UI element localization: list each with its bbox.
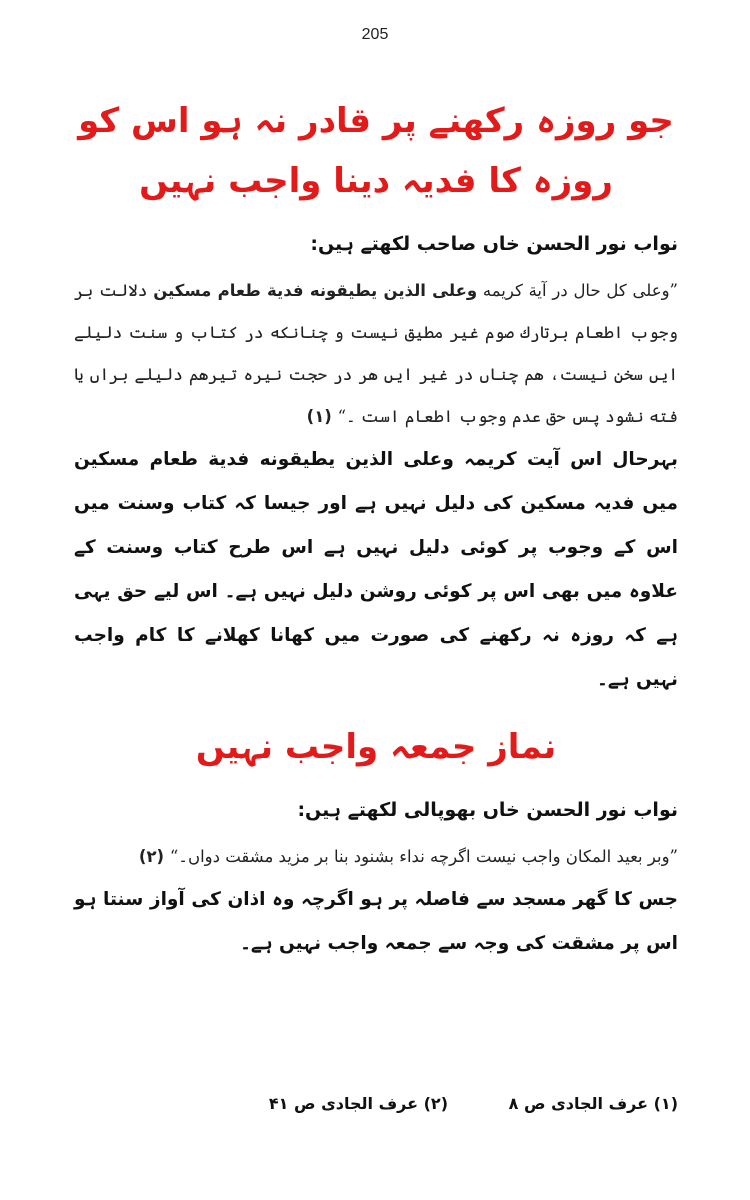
urdu-rest: میں فدیہ مسکین کی دلیل نہیں ہے اور جیسا کہ کتاب وسنت میں اس کے وجوب پر کوئی دلیل نہیں ہے اس طرح کتاب وسنت کے علاوہ میں بھی اس پر کوئی روشن دلیل نہیں ہے۔ اس لیے حق یہی ہے کہ روزہ نہ رکھنے کی صورت میں کھانا کھلانے کا کام واجب نہیں ہے۔ <box>74 493 678 690</box>
footnote-2: (۲) عرف الجادی ص ۴۱ <box>268 1094 448 1113</box>
quote-rest: دلالت بر وجوب اطعام برتارك صوم غير مطيق نيست و چنانكه در كتاب و سنت دليلے ايں سخن نيست، هم چناں در غير ايں هر در حجت نيره تيرهم دليلے براں يا فته نشود پس حق عدم وجوب اطعام است ۔“ <box>74 281 678 426</box>
section1-persian-quote <box>74 270 678 438</box>
quote-reference-2: (۲) <box>138 847 170 866</box>
footnote-1: (۱) عرف الجادی ص ۸ <box>508 1094 678 1113</box>
urdu-lead: بہرحال اس آیت کریمہ <box>453 449 678 470</box>
urdu-arabic-verse: وعلى الذين يطيقونه فدية طعام مسكين <box>74 449 454 470</box>
section1-urdu-explanation <box>74 438 678 702</box>
section1-title-line1: جو روزہ رکھنے پر قادر نہ ہو اس کو <box>78 101 674 141</box>
quote-reference-1: (۱) <box>306 407 338 426</box>
quote2-text: ”وبر بعيد المكان واجب نيست اگرچه نداء بشنود بنا بر مزيد مشقت دواں۔“ <box>169 847 678 866</box>
section2-intro: نواب نور الحسن خاں بھوپالی لکھتے ہیں: <box>297 799 678 821</box>
quote-arabic-verse: وعلى الذين يطيقونه فدية طعام مسكين <box>153 281 478 300</box>
page-content <box>74 92 678 966</box>
section1-intro: نواب نور الحسن خاں صاحب لکھتے ہیں: <box>310 233 678 255</box>
section2-title: نماز جمعہ واجب نہیں <box>195 727 557 767</box>
section2-urdu-explanation: جس کا گھر مسجد سے فاصلہ پر ہو اگرچہ وہ اذان کی آواز سنتا ہو اس پر مشقت کی وجہ سے جمعہ واجب نہیں ہے۔ <box>74 889 678 954</box>
section2-persian-quote <box>74 836 678 878</box>
section1-title-line2: روزہ کا فدیہ دینا واجب نہیں <box>139 161 613 201</box>
page-number: 205 <box>361 26 389 43</box>
quote-lead: ”وعلی کل حال در آیة کریمه <box>477 281 678 300</box>
